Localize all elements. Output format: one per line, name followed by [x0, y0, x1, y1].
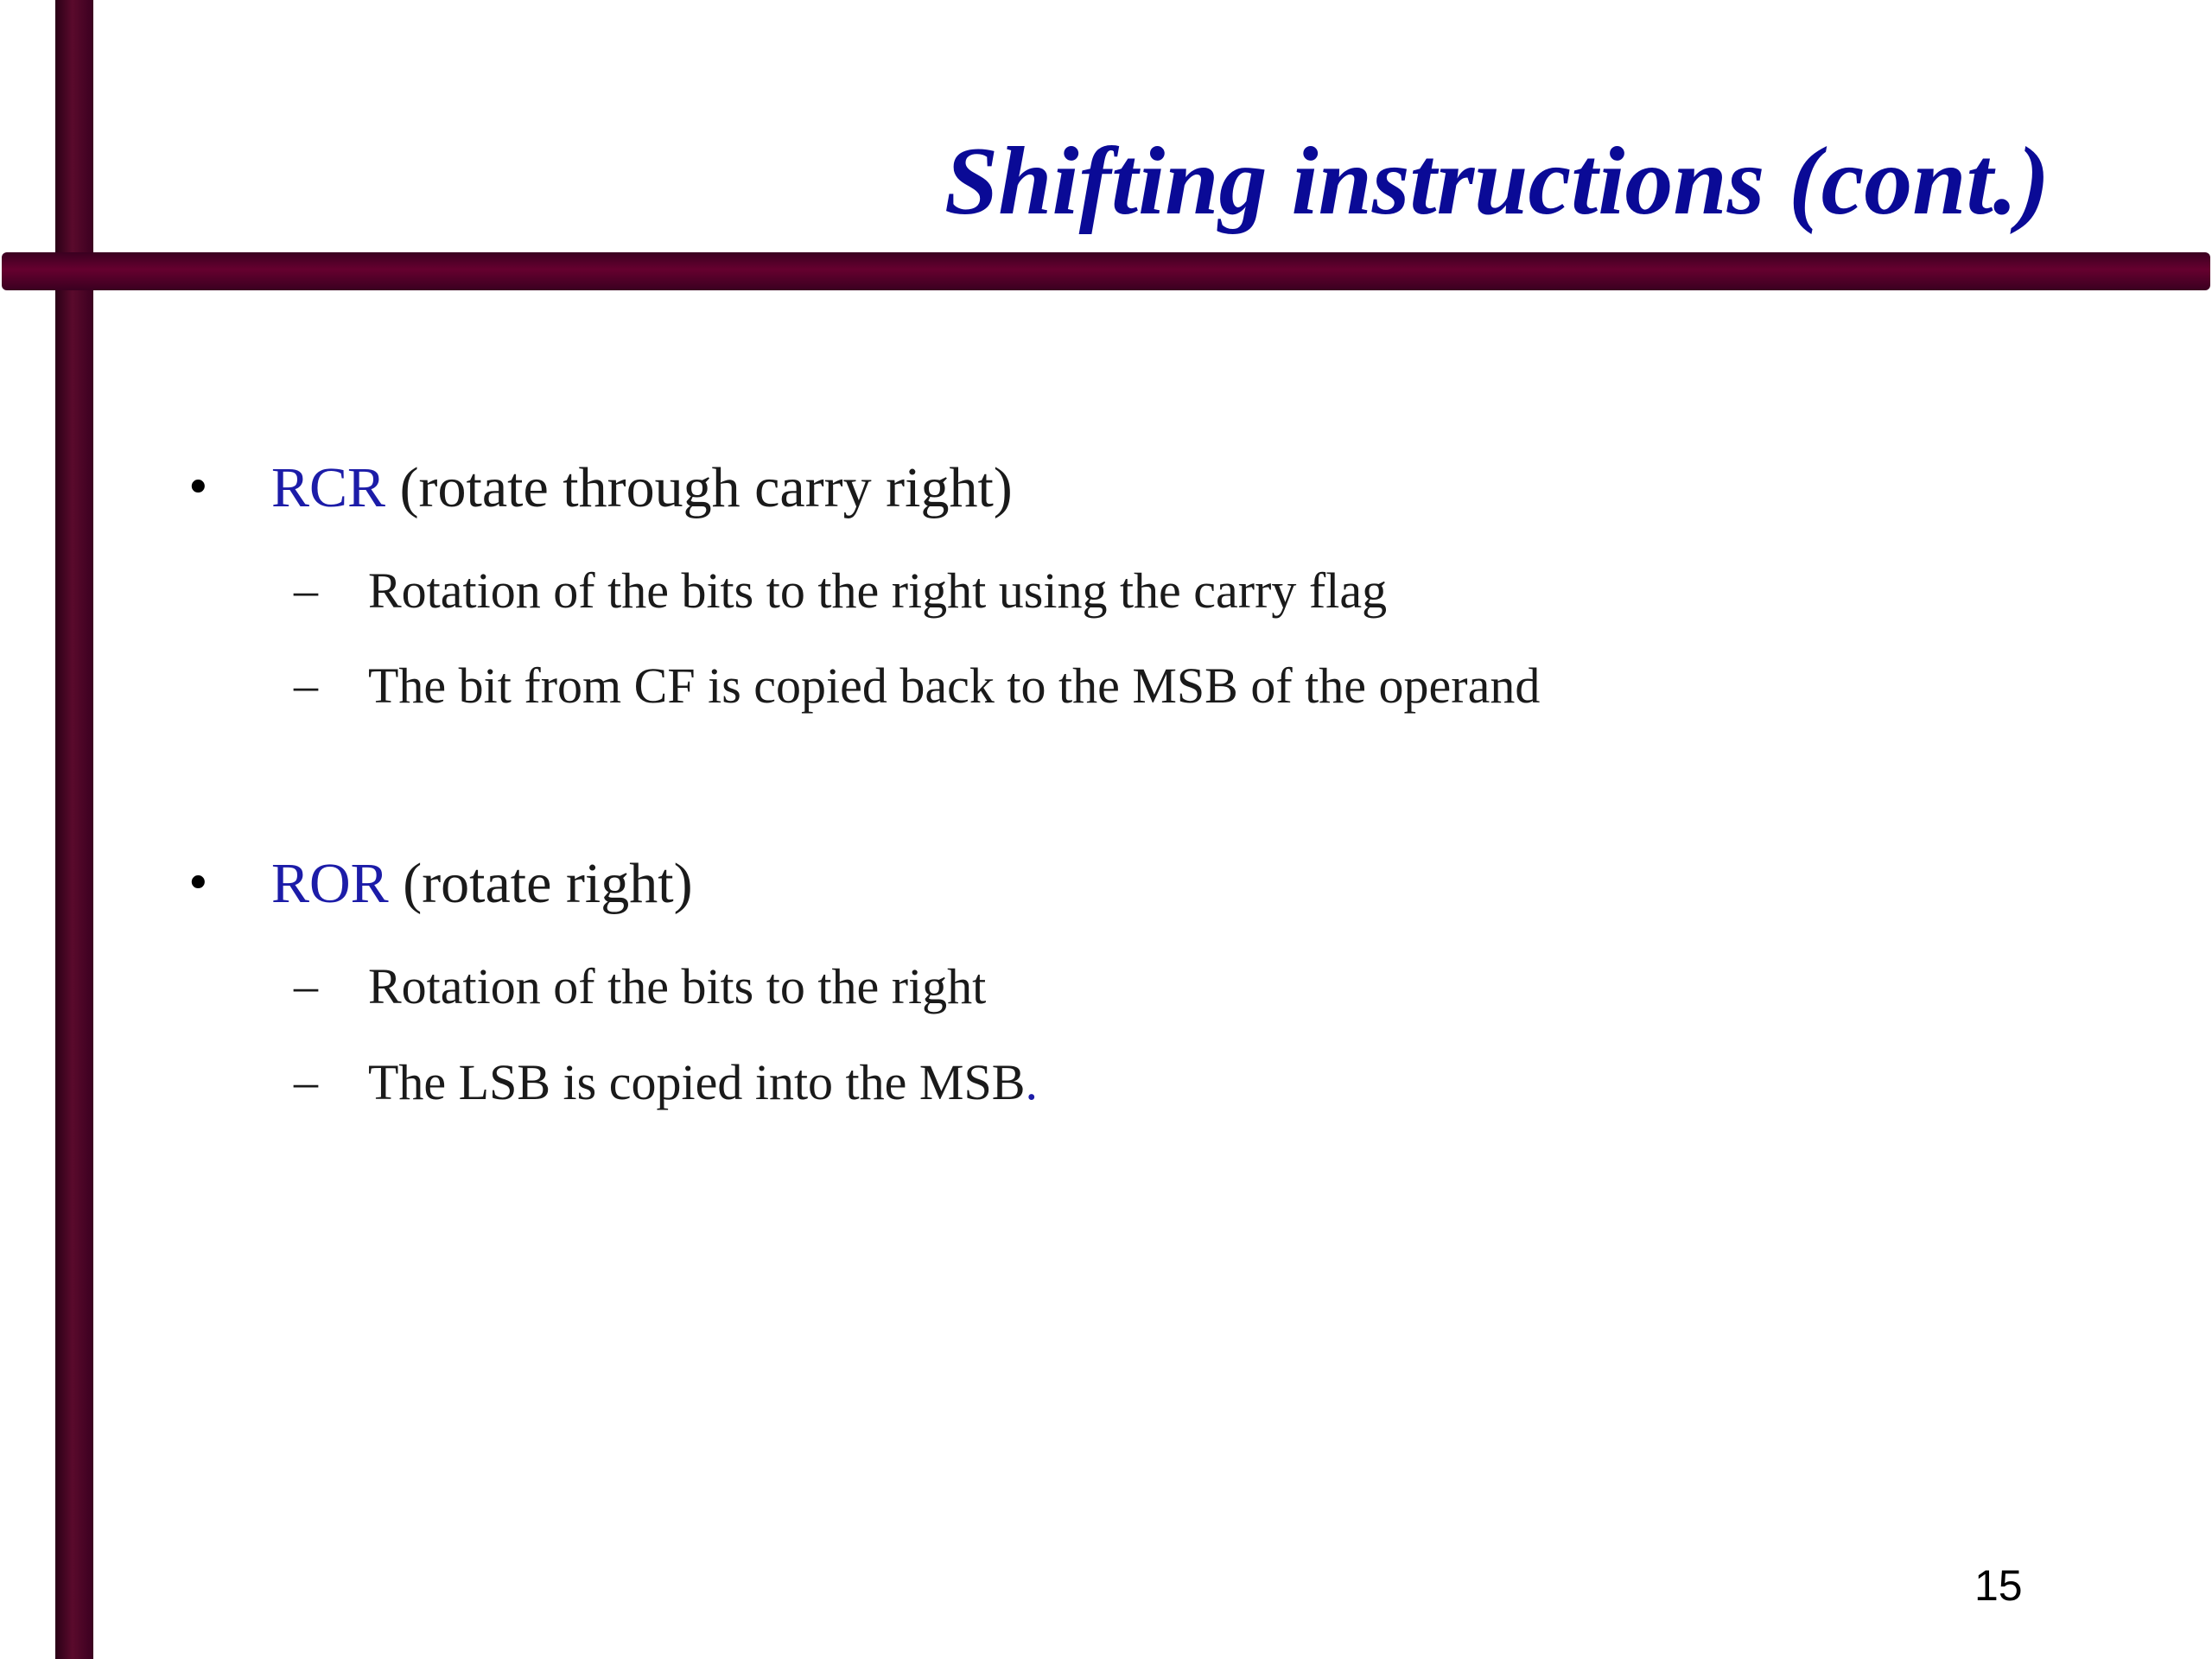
subitem-text — [368, 1053, 1038, 1111]
subitem-rcr-1 — [294, 556, 1387, 625]
bullet-marker: • — [185, 462, 212, 514]
instruction-keyword: RCR — [271, 456, 386, 519]
subitem-text: Rotation of the bits to the right — [368, 957, 987, 1014]
dash-marker: – — [294, 1055, 318, 1109]
subitem-ror-2 — [294, 1047, 1038, 1116]
subitem-ror-1 — [294, 951, 986, 1020]
bullet-rcr — [185, 449, 1013, 527]
bullet-ror — [185, 845, 693, 923]
page-number: 15 — [1974, 1561, 2023, 1610]
subitem-text: Rotation of the bits to the right using the carry flag — [368, 562, 1388, 619]
instruction-description: (rotate right) — [388, 852, 693, 915]
bullet-text — [271, 851, 693, 917]
subitem-trailing-period: . — [1025, 1053, 1038, 1110]
subitem-text: The bit from CF is copied back to the MSB of the operand — [368, 657, 1541, 714]
dash-marker: – — [294, 658, 318, 712]
instruction-keyword: ROR — [271, 852, 389, 915]
slide-title: Shifting instructions (cont.) — [944, 128, 2050, 235]
dash-marker: – — [294, 563, 318, 617]
bullet-text — [271, 455, 1013, 521]
dash-marker: – — [294, 959, 318, 1013]
bullet-marker: • — [185, 858, 212, 910]
subitem-rcr-2 — [294, 651, 1540, 720]
instruction-description: (rotate through carry right) — [385, 456, 1013, 519]
subitem-main-text: The LSB is copied into the MSB — [368, 1053, 1026, 1110]
